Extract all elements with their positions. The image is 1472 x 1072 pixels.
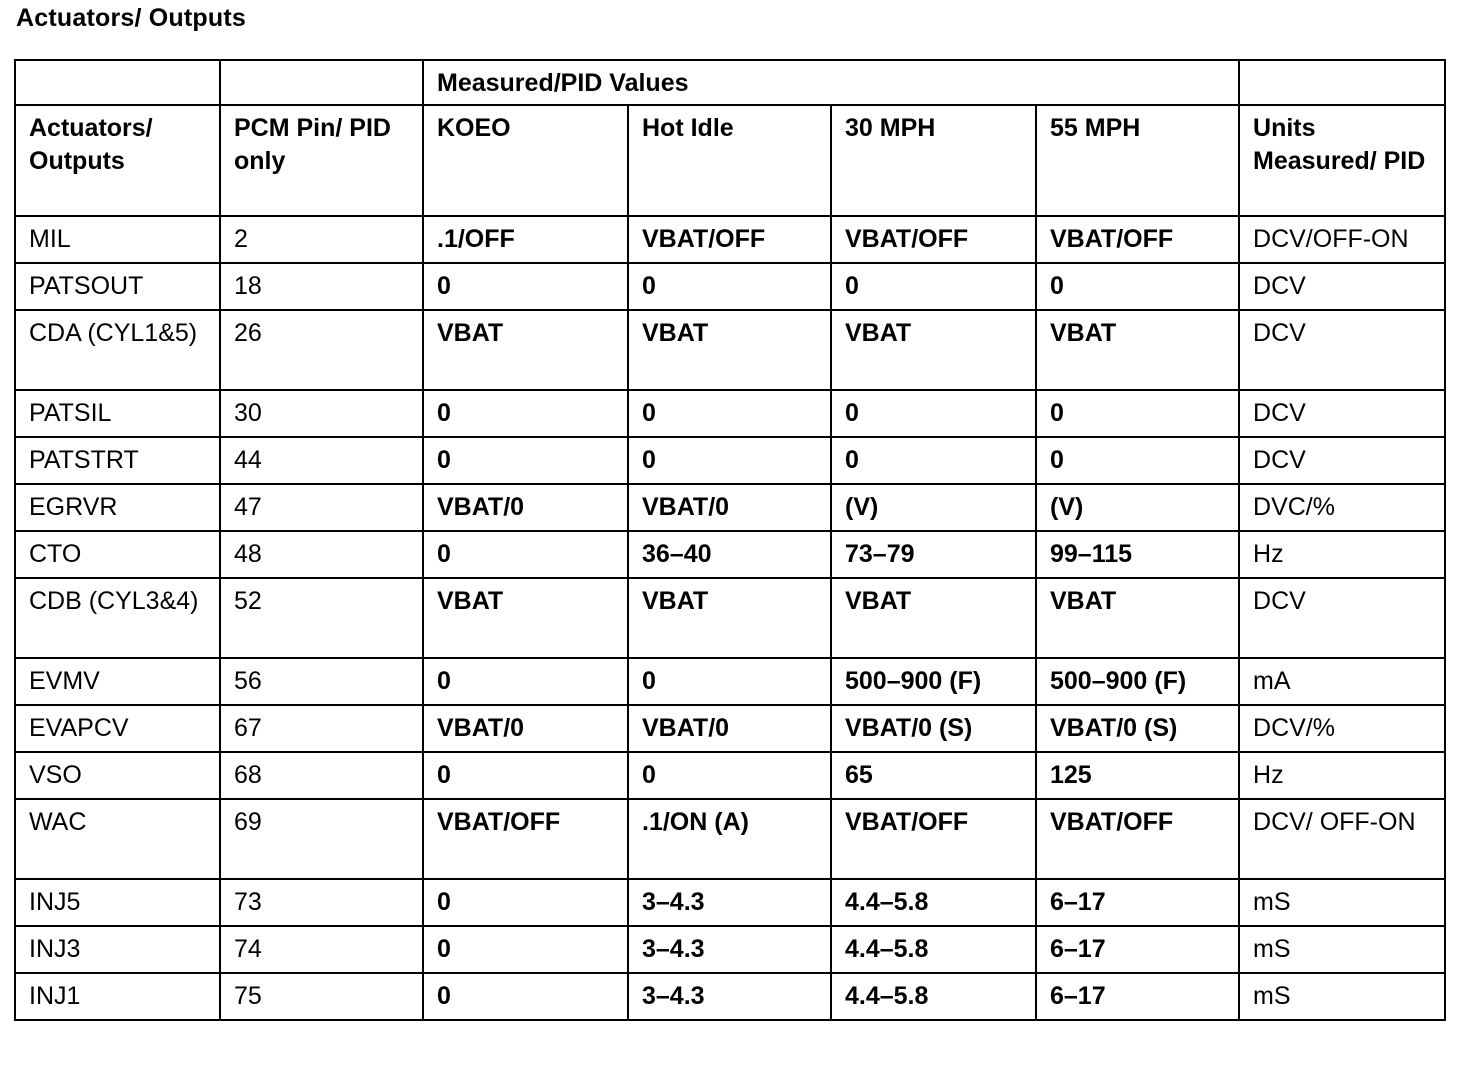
column-header-30mph: 30 MPH [831, 105, 1036, 216]
cell-actuator: CDA (CYL1&5) [15, 310, 220, 390]
cell-hot-idle: 3–4.3 [628, 879, 831, 926]
cell-units: DCV [1239, 578, 1445, 658]
table-body [15, 60, 1445, 1020]
cell-units: Hz [1239, 531, 1445, 578]
cell-55mph: 99–115 [1036, 531, 1239, 578]
cell-30mph: 4.4–5.8 [831, 973, 1036, 1020]
actuators-table [14, 59, 1446, 1021]
cell-koeo: 0 [423, 390, 628, 437]
cell-koeo: 0 [423, 752, 628, 799]
table-row [15, 879, 1445, 926]
cell-actuator: CTO [15, 531, 220, 578]
cell-hot-idle: 3–4.3 [628, 973, 831, 1020]
cell-actuator: PATSIL [15, 390, 220, 437]
cell-30mph: 4.4–5.8 [831, 926, 1036, 973]
cell-hot-idle: .1/ON (A) [628, 799, 831, 879]
group-header-empty-cell [15, 60, 220, 105]
cell-koeo: VBAT [423, 578, 628, 658]
cell-koeo: VBAT [423, 310, 628, 390]
cell-units: DCV [1239, 390, 1445, 437]
group-header-empty-cell [1239, 60, 1445, 105]
table-row [15, 578, 1445, 658]
cell-55mph: 6–17 [1036, 973, 1239, 1020]
cell-30mph: VBAT/OFF [831, 216, 1036, 263]
cell-units: Hz [1239, 752, 1445, 799]
cell-pin: 67 [220, 705, 423, 752]
cell-hot-idle: 0 [628, 437, 831, 484]
cell-units: DVC/% [1239, 484, 1445, 531]
table-row [15, 752, 1445, 799]
cell-hot-idle: VBAT/OFF [628, 216, 831, 263]
cell-koeo: 0 [423, 879, 628, 926]
cell-pin: 56 [220, 658, 423, 705]
cell-hot-idle: 0 [628, 658, 831, 705]
group-header-measured: Measured/PID Values [423, 60, 1239, 105]
cell-units: DCV/ OFF-ON [1239, 799, 1445, 879]
cell-pin: 73 [220, 879, 423, 926]
cell-55mph: VBAT [1036, 310, 1239, 390]
cell-55mph: VBAT [1036, 578, 1239, 658]
table-row [15, 926, 1445, 973]
table-row [15, 705, 1445, 752]
cell-pin: 18 [220, 263, 423, 310]
cell-30mph: VBAT [831, 310, 1036, 390]
cell-30mph: VBAT/OFF [831, 799, 1036, 879]
table-row [15, 263, 1445, 310]
cell-actuator: WAC [15, 799, 220, 879]
cell-hot-idle: VBAT [628, 310, 831, 390]
cell-pin: 47 [220, 484, 423, 531]
cell-pin: 68 [220, 752, 423, 799]
cell-55mph: 0 [1036, 263, 1239, 310]
cell-actuator: INJ1 [15, 973, 220, 1020]
cell-actuator: INJ5 [15, 879, 220, 926]
cell-actuator: PATSOUT [15, 263, 220, 310]
cell-actuator: EGRVR [15, 484, 220, 531]
column-header-hot-idle: Hot Idle [628, 105, 831, 216]
cell-30mph: 0 [831, 263, 1036, 310]
cell-30mph: 4.4–5.8 [831, 879, 1036, 926]
column-header-actuator: Actuators/ Outputs [15, 105, 220, 216]
column-header-55mph: 55 MPH [1036, 105, 1239, 216]
cell-pin: 26 [220, 310, 423, 390]
cell-actuator: EVMV [15, 658, 220, 705]
cell-55mph: VBAT/OFF [1036, 799, 1239, 879]
cell-hot-idle: VBAT [628, 578, 831, 658]
cell-30mph: VBAT [831, 578, 1036, 658]
cell-actuator: CDB (CYL3&4) [15, 578, 220, 658]
cell-units: DCV [1239, 437, 1445, 484]
cell-pin: 44 [220, 437, 423, 484]
cell-koeo: VBAT/0 [423, 484, 628, 531]
cell-koeo: 0 [423, 658, 628, 705]
group-header-row [15, 60, 1445, 105]
cell-pin: 52 [220, 578, 423, 658]
cell-30mph: (V) [831, 484, 1036, 531]
cell-actuator: MIL [15, 216, 220, 263]
cell-55mph: VBAT/OFF [1036, 216, 1239, 263]
table-row [15, 799, 1445, 879]
cell-units: mS [1239, 973, 1445, 1020]
column-header-units: Units Measured/ PID [1239, 105, 1445, 216]
cell-55mph: (V) [1036, 484, 1239, 531]
cell-koeo: 0 [423, 926, 628, 973]
cell-actuator: INJ3 [15, 926, 220, 973]
table-row [15, 531, 1445, 578]
table-row [15, 310, 1445, 390]
group-header-empty-cell [220, 60, 423, 105]
cell-units: mS [1239, 926, 1445, 973]
cell-units: DCV [1239, 310, 1445, 390]
cell-actuator: PATSTRT [15, 437, 220, 484]
cell-30mph: 65 [831, 752, 1036, 799]
cell-koeo: 0 [423, 973, 628, 1020]
cell-koeo: 0 [423, 263, 628, 310]
cell-hot-idle: 36–40 [628, 531, 831, 578]
cell-pin: 2 [220, 216, 423, 263]
table-row [15, 484, 1445, 531]
cell-pin: 74 [220, 926, 423, 973]
cell-hot-idle: 0 [628, 752, 831, 799]
column-header-koeo: KOEO [423, 105, 628, 216]
cell-30mph: 0 [831, 437, 1036, 484]
cell-pin: 48 [220, 531, 423, 578]
table-row [15, 390, 1445, 437]
cell-units: DCV/% [1239, 705, 1445, 752]
cell-koeo: .1/OFF [423, 216, 628, 263]
cell-units: mA [1239, 658, 1445, 705]
cell-hot-idle: VBAT/0 [628, 484, 831, 531]
cell-hot-idle: 0 [628, 263, 831, 310]
column-header-pin: PCM Pin/ PID only [220, 105, 423, 216]
cell-actuator: VSO [15, 752, 220, 799]
cell-55mph: 500–900 (F) [1036, 658, 1239, 705]
cell-pin: 75 [220, 973, 423, 1020]
cell-koeo: 0 [423, 437, 628, 484]
cell-55mph: 0 [1036, 437, 1239, 484]
cell-koeo: VBAT/OFF [423, 799, 628, 879]
cell-koeo: 0 [423, 531, 628, 578]
cell-hot-idle: 3–4.3 [628, 926, 831, 973]
cell-units: mS [1239, 879, 1445, 926]
table-row [15, 437, 1445, 484]
cell-units: DCV [1239, 263, 1445, 310]
cell-30mph: 0 [831, 390, 1036, 437]
cell-30mph: VBAT/0 (S) [831, 705, 1036, 752]
cell-30mph: 500–900 (F) [831, 658, 1036, 705]
table-row [15, 216, 1445, 263]
cell-55mph: 6–17 [1036, 926, 1239, 973]
cell-55mph: VBAT/0 (S) [1036, 705, 1239, 752]
cell-hot-idle: 0 [628, 390, 831, 437]
cell-koeo: VBAT/0 [423, 705, 628, 752]
cell-55mph: 6–17 [1036, 879, 1239, 926]
cell-units: DCV/OFF-ON [1239, 216, 1445, 263]
cell-hot-idle: VBAT/0 [628, 705, 831, 752]
cell-55mph: 0 [1036, 390, 1239, 437]
table-row [15, 973, 1445, 1020]
cell-30mph: 73–79 [831, 531, 1036, 578]
cell-pin: 30 [220, 390, 423, 437]
cell-55mph: 125 [1036, 752, 1239, 799]
cell-actuator: EVAPCV [15, 705, 220, 752]
column-header-row [15, 105, 1445, 216]
page-title: Actuators/ Outputs [16, 4, 246, 32]
cell-pin: 69 [220, 799, 423, 879]
table-row [15, 658, 1445, 705]
